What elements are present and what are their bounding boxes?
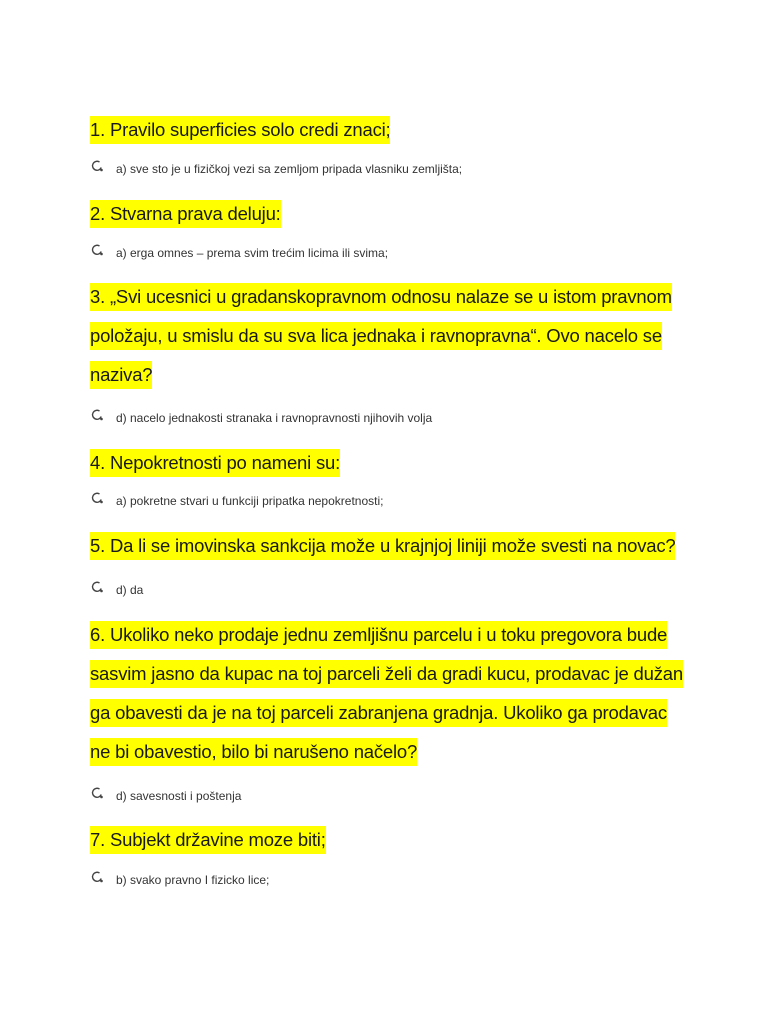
answer-4 <box>90 491 383 511</box>
answer-1 <box>90 159 462 179</box>
answer-1-text: a) sve sto je u fizičkoj vezi sa zemljom pripada vlasniku zemljišta; <box>116 162 463 176</box>
answer-3 <box>90 408 432 428</box>
question-6-line-2: sasvim jasno da kupac na toj parceli želi da gradi kucu, prodavac je dužan <box>90 660 683 688</box>
question-6-line-1: 6. Ukoliko neko prodaje jednu zemljišnu parcelu i u toku pregovora bude <box>90 621 667 649</box>
question-3-line-3: naziva? <box>90 361 152 389</box>
question-1-text: 1. Pravilo superficies solo credi znaci; <box>90 116 390 144</box>
answer-7 <box>90 870 269 890</box>
question-4 <box>90 443 690 482</box>
radio-loading-icon <box>90 491 104 505</box>
answer-3-text: d) nacelo jednakosti stranaka i ravnopravnosti njihovih volja <box>116 411 433 425</box>
question-7-text: 7. Subjekt državine moze biti; <box>90 826 326 854</box>
question-4-text: 4. Nepokretnosti po nameni su: <box>90 449 340 477</box>
question-5-text: 5. Da li se imovinska sankcija može u krajnjoj liniji može svesti na novac? <box>90 532 675 560</box>
question-3 <box>90 277 730 394</box>
answer-5-text: d) da <box>116 583 144 597</box>
question-2 <box>90 194 690 233</box>
question-6-line-3: ga obavesti da je na toj parceli zabranjena gradnja. Ukoliko ga prodavac <box>90 699 667 727</box>
answer-6-text: d) savesnosti i poštenja <box>116 789 242 803</box>
question-1 <box>90 110 690 149</box>
question-3-line-1: 3. „Svi ucesnici u gradanskopravnom odnosu nalaze se u istom pravnom <box>90 283 672 311</box>
answer-2 <box>90 243 388 263</box>
question-5 <box>90 526 730 565</box>
answer-6 <box>90 786 241 806</box>
question-6 <box>90 615 730 771</box>
radio-loading-icon <box>90 159 104 173</box>
question-2-text: 2. Stvarna prava deluju: <box>90 200 281 228</box>
answer-5 <box>90 580 143 600</box>
radio-loading-icon <box>90 580 104 594</box>
question-6-line-4: ne bi obavestio, bilo bi narušeno načelo? <box>90 738 417 766</box>
question-3-line-2: položaju, u smislu da su sva lica jednaka i ravnopravna“. Ovo nacelo se <box>90 322 662 350</box>
radio-loading-icon <box>90 408 104 422</box>
radio-loading-icon <box>90 786 104 800</box>
radio-loading-icon <box>90 243 104 257</box>
radio-loading-icon <box>90 870 104 884</box>
answer-2-text: a) erga omnes – prema svim trećim licima ili svima; <box>116 246 389 260</box>
question-7 <box>90 820 690 859</box>
answer-4-text: a) pokretne stvari u funkciji pripatka nepokretnosti; <box>116 494 384 508</box>
answer-7-text: b) svako pravno I fizicko lice; <box>116 873 270 887</box>
